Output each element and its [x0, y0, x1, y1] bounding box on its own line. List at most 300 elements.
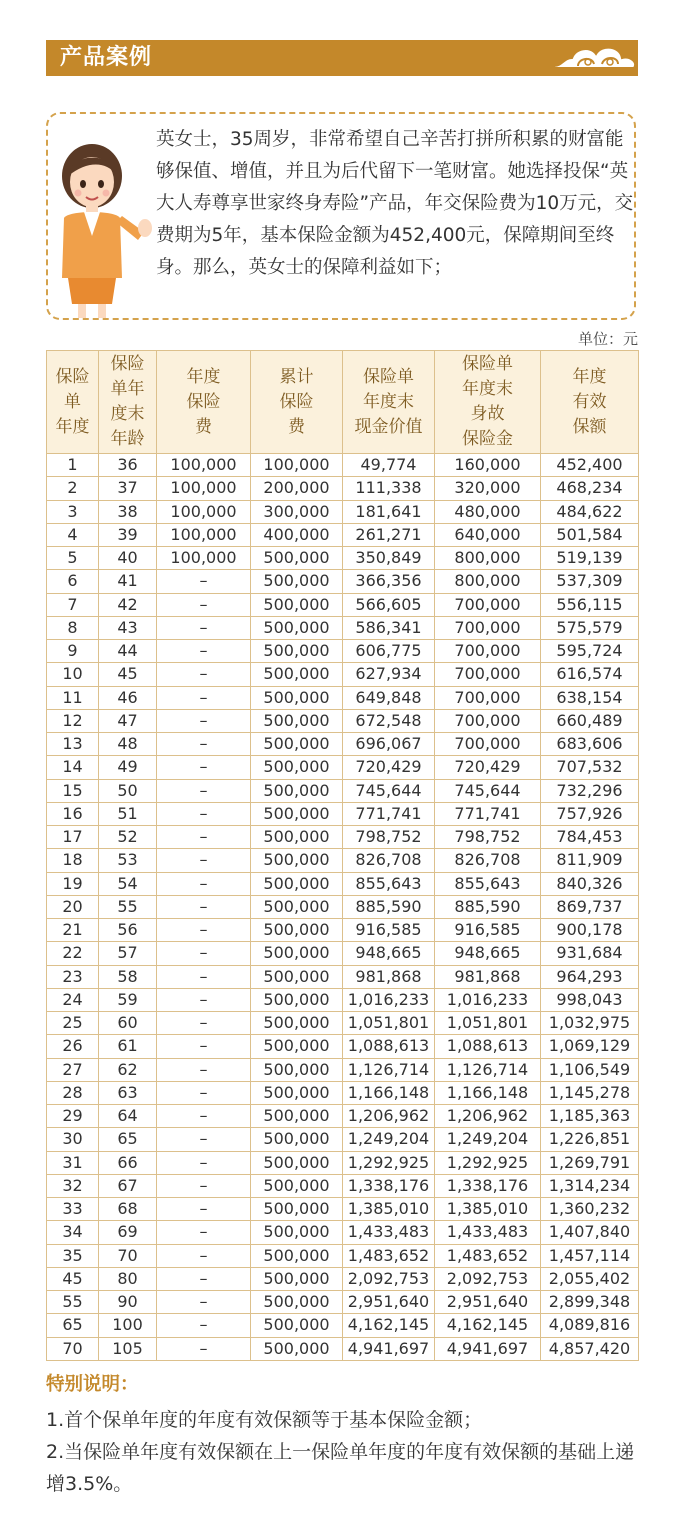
table-cell: 595,724 — [541, 640, 639, 663]
table-cell: 2,951,640 — [343, 1291, 435, 1314]
table-cell: 26 — [47, 1035, 99, 1058]
table-cell: 627,934 — [343, 663, 435, 686]
column-header-line: 单 — [64, 391, 81, 412]
table-cell: – — [157, 849, 251, 872]
table-cell: 7 — [47, 593, 99, 616]
table-cell: 1,360,232 — [541, 1198, 639, 1221]
table-cell: 720,429 — [435, 756, 541, 779]
table-cell: 100,000 — [157, 454, 251, 477]
table-cell: 14 — [47, 756, 99, 779]
table-cell: 757,926 — [541, 802, 639, 825]
table-row — [47, 919, 639, 942]
table-cell: – — [157, 942, 251, 965]
table-cell: 22 — [47, 942, 99, 965]
table-cell: – — [157, 872, 251, 895]
table-cell: 16 — [47, 802, 99, 825]
table-row — [47, 709, 639, 732]
table-cell: 28 — [47, 1081, 99, 1104]
column-header-line: 年度 — [55, 416, 90, 437]
column-header-line: 年度末 — [462, 379, 513, 399]
table-row — [47, 1012, 639, 1035]
column-header-line: 度末 — [110, 404, 145, 424]
benefit-table — [46, 350, 639, 1361]
table-cell: 500,000 — [251, 942, 343, 965]
table-row — [47, 1174, 639, 1197]
table-cell: 683,606 — [541, 733, 639, 756]
table-cell: 41 — [99, 570, 157, 593]
table-cell: 27 — [47, 1058, 99, 1081]
table-cell: 500,000 — [251, 826, 343, 849]
table-cell: 500,000 — [251, 733, 343, 756]
table-cell: 50 — [99, 779, 157, 802]
table-cell: 350,849 — [343, 547, 435, 570]
unit-label: 单位：元 — [577, 330, 638, 348]
table-cell: 1,483,652 — [435, 1244, 541, 1267]
table-cell: 70 — [47, 1337, 99, 1360]
column-header-line: 保险 — [279, 391, 314, 412]
table-cell: – — [157, 1198, 251, 1221]
table-cell: 1,126,714 — [435, 1058, 541, 1081]
table-cell: 1,433,483 — [435, 1221, 541, 1244]
table-cell: 586,341 — [343, 616, 435, 639]
table-cell: 90 — [99, 1291, 157, 1314]
table-cell: 500,000 — [251, 919, 343, 942]
table-cell: 38 — [99, 500, 157, 523]
table-cell: 800,000 — [435, 547, 541, 570]
table-cell: 6 — [47, 570, 99, 593]
table-row — [47, 616, 639, 639]
table-cell: 500,000 — [251, 663, 343, 686]
table-cell: 606,775 — [343, 640, 435, 663]
table-row — [47, 523, 639, 546]
note-item: 1.首个保单年度的年度有效保额等于基本保险金额； — [46, 1409, 483, 1431]
table-cell: 5 — [47, 547, 99, 570]
table-cell: 54 — [99, 872, 157, 895]
column-header-line: 费 — [288, 416, 305, 437]
column-header-line: 保险金 — [462, 429, 513, 449]
table-cell: 60 — [99, 1012, 157, 1035]
table-row — [47, 570, 639, 593]
table-row — [47, 593, 639, 616]
table-cell: 931,684 — [541, 942, 639, 965]
table-cell: 660,489 — [541, 709, 639, 732]
column-header-line: 年龄 — [110, 429, 145, 449]
table-cell: – — [157, 1337, 251, 1360]
table-cell: 826,708 — [435, 849, 541, 872]
table-cell: 500,000 — [251, 1058, 343, 1081]
table-cell: 800,000 — [435, 570, 541, 593]
table-cell: 105 — [99, 1337, 157, 1360]
table-cell: 640,000 — [435, 523, 541, 546]
section-title: 产品案例 — [60, 45, 153, 70]
table-cell: 261,271 — [343, 523, 435, 546]
table-cell: 2 — [47, 477, 99, 500]
table-row — [47, 802, 639, 825]
table-cell: 500,000 — [251, 1174, 343, 1197]
table-cell: 2,092,753 — [343, 1267, 435, 1290]
table-cell: 1,338,176 — [435, 1174, 541, 1197]
table-cell: 500,000 — [251, 1198, 343, 1221]
table-row — [47, 1081, 639, 1104]
table-row — [47, 1058, 639, 1081]
column-header-line: 身故 — [470, 404, 505, 424]
table-cell: – — [157, 988, 251, 1011]
table-cell: 36 — [99, 454, 157, 477]
table-cell: 47 — [99, 709, 157, 732]
table-cell: 1,483,652 — [343, 1244, 435, 1267]
table-cell: 1 — [47, 454, 99, 477]
table-cell: 1,457,114 — [541, 1244, 639, 1267]
table-cell: 500,000 — [251, 640, 343, 663]
column-header — [157, 351, 251, 454]
table-cell: 1,069,129 — [541, 1035, 639, 1058]
table-row — [47, 663, 639, 686]
table-row — [47, 1267, 639, 1290]
table-cell: – — [157, 1081, 251, 1104]
table-cell: 57 — [99, 942, 157, 965]
table-cell: 2,951,640 — [435, 1291, 541, 1314]
table-cell: 111,338 — [343, 477, 435, 500]
table-cell: 66 — [99, 1151, 157, 1174]
table-row — [47, 1314, 639, 1337]
table-cell: 1,145,278 — [541, 1081, 639, 1104]
table-cell: 100,000 — [157, 477, 251, 500]
table-cell: 100,000 — [157, 500, 251, 523]
table-cell: 31 — [47, 1151, 99, 1174]
table-cell: 52 — [99, 826, 157, 849]
table-row — [47, 1128, 639, 1151]
table-cell: 616,574 — [541, 663, 639, 686]
table-cell: 4 — [47, 523, 99, 546]
table-cell: 1,206,962 — [435, 1105, 541, 1128]
table-cell: 500,000 — [251, 1035, 343, 1058]
table-cell: 1,051,801 — [435, 1012, 541, 1035]
table-cell: 4,162,145 — [435, 1314, 541, 1337]
table-row — [47, 895, 639, 918]
table-cell: 45 — [47, 1267, 99, 1290]
table-cell: – — [157, 1314, 251, 1337]
table-row — [47, 1221, 639, 1244]
table-cell: 1,126,714 — [343, 1058, 435, 1081]
table-cell: 500,000 — [251, 593, 343, 616]
table-cell: – — [157, 965, 251, 988]
table-cell: 1,016,233 — [435, 988, 541, 1011]
table-cell: 500,000 — [251, 849, 343, 872]
table-cell: 500,000 — [251, 616, 343, 639]
table-cell: 500,000 — [251, 988, 343, 1011]
table-row — [47, 547, 639, 570]
table-cell: 55 — [47, 1291, 99, 1314]
table-cell: 696,067 — [343, 733, 435, 756]
column-header-line: 单年 — [110, 379, 145, 399]
table-cell: – — [157, 802, 251, 825]
table-cell: 500,000 — [251, 1337, 343, 1360]
table-cell: 500,000 — [251, 802, 343, 825]
table-body — [47, 454, 639, 1361]
table-cell: 500,000 — [251, 1314, 343, 1337]
table-cell: 798,752 — [435, 826, 541, 849]
table-cell: 181,641 — [343, 500, 435, 523]
table-cell: 501,584 — [541, 523, 639, 546]
table-cell: 1,269,791 — [541, 1151, 639, 1174]
table-cell: – — [157, 1151, 251, 1174]
table-row — [47, 756, 639, 779]
table-cell: 500,000 — [251, 1291, 343, 1314]
column-header-line: 保险 — [186, 391, 221, 412]
table-cell: 1,314,234 — [541, 1174, 639, 1197]
table-cell: 745,644 — [435, 779, 541, 802]
table-cell: 100,000 — [251, 454, 343, 477]
table-cell: 638,154 — [541, 686, 639, 709]
table-cell: 981,868 — [435, 965, 541, 988]
table-cell: 42 — [99, 593, 157, 616]
table-cell: 33 — [47, 1198, 99, 1221]
table-cell: 400,000 — [251, 523, 343, 546]
table-cell: – — [157, 570, 251, 593]
table-cell: 964,293 — [541, 965, 639, 988]
table-cell: 9 — [47, 640, 99, 663]
table-cell: 1,032,975 — [541, 1012, 639, 1035]
table-cell: 366,356 — [343, 570, 435, 593]
table-cell: 1,106,549 — [541, 1058, 639, 1081]
table-cell: 1,433,483 — [343, 1221, 435, 1244]
table-row — [47, 454, 639, 477]
table-cell: 500,000 — [251, 686, 343, 709]
table-cell: – — [157, 1221, 251, 1244]
table-cell: 300,000 — [251, 500, 343, 523]
table-cell: 34 — [47, 1221, 99, 1244]
table-cell: 500,000 — [251, 547, 343, 570]
table-cell: 900,178 — [541, 919, 639, 942]
table-cell: 48 — [99, 733, 157, 756]
table-cell: 59 — [99, 988, 157, 1011]
table-cell: – — [157, 919, 251, 942]
column-header-line: 保额 — [572, 416, 607, 437]
table-cell: 500,000 — [251, 1081, 343, 1104]
table-cell: 37 — [99, 477, 157, 500]
cloud-ornament-icon — [548, 36, 640, 80]
column-header — [251, 351, 343, 454]
table-cell: 500,000 — [251, 756, 343, 779]
table-cell: 64 — [99, 1105, 157, 1128]
table-cell: 500,000 — [251, 872, 343, 895]
table-cell: 1,088,613 — [343, 1035, 435, 1058]
column-header — [541, 351, 639, 454]
table-cell: – — [157, 640, 251, 663]
column-header-line: 年度 — [186, 366, 221, 387]
table-cell: 452,400 — [541, 454, 639, 477]
table-cell: – — [157, 616, 251, 639]
table-cell: 160,000 — [435, 454, 541, 477]
column-header — [47, 351, 99, 454]
table-cell: 65 — [99, 1128, 157, 1151]
table-cell: 732,296 — [541, 779, 639, 802]
table-cell: 63 — [99, 1081, 157, 1104]
table-cell: – — [157, 1035, 251, 1058]
table-cell: 55 — [99, 895, 157, 918]
table-cell: 56 — [99, 919, 157, 942]
table-cell: 1,166,148 — [343, 1081, 435, 1104]
table-row — [47, 733, 639, 756]
table-cell: 4,941,697 — [343, 1337, 435, 1360]
table-cell: 885,590 — [343, 895, 435, 918]
table-cell: 500,000 — [251, 965, 343, 988]
table-cell: 1,385,010 — [435, 1198, 541, 1221]
column-header — [343, 351, 435, 454]
table-row — [47, 1035, 639, 1058]
table-cell: 68 — [99, 1198, 157, 1221]
table-cell: 2,092,753 — [435, 1267, 541, 1290]
table-cell: 575,579 — [541, 616, 639, 639]
table-cell: 23 — [47, 965, 99, 988]
column-header — [99, 351, 157, 454]
table-cell: 519,139 — [541, 547, 639, 570]
table-row — [47, 849, 639, 872]
table-cell: 500,000 — [251, 1151, 343, 1174]
table-cell: – — [157, 686, 251, 709]
table-cell: 10 — [47, 663, 99, 686]
table-row — [47, 942, 639, 965]
table-cell: 700,000 — [435, 593, 541, 616]
table-cell: – — [157, 1128, 251, 1151]
table-row — [47, 826, 639, 849]
table-cell: 500,000 — [251, 1012, 343, 1035]
table-row — [47, 1337, 639, 1360]
table-cell: 500,000 — [251, 779, 343, 802]
table-cell: 981,868 — [343, 965, 435, 988]
table-cell: 61 — [99, 1035, 157, 1058]
table-row — [47, 1244, 639, 1267]
table-cell: 3 — [47, 500, 99, 523]
table-cell: 500,000 — [251, 1128, 343, 1151]
table-cell: – — [157, 1244, 251, 1267]
column-header — [435, 351, 541, 454]
table-cell: 11 — [47, 686, 99, 709]
table-cell: 700,000 — [435, 733, 541, 756]
column-header-line: 累计 — [279, 366, 314, 387]
table-cell: 100,000 — [157, 547, 251, 570]
table-cell: 500,000 — [251, 895, 343, 918]
table-cell: 500,000 — [251, 1267, 343, 1290]
table-cell: 948,665 — [343, 942, 435, 965]
table-cell: 707,532 — [541, 756, 639, 779]
table-cell: 70 — [99, 1244, 157, 1267]
table-cell: 500,000 — [251, 1221, 343, 1244]
table-cell: 672,548 — [343, 709, 435, 732]
table-cell: 885,590 — [435, 895, 541, 918]
businesswoman-icon — [52, 136, 156, 320]
table-cell: 700,000 — [435, 686, 541, 709]
table-cell: – — [157, 1291, 251, 1314]
table-cell: 1,249,204 — [435, 1128, 541, 1151]
table-row — [47, 1291, 639, 1314]
table-row — [47, 686, 639, 709]
table-cell: 720,429 — [343, 756, 435, 779]
table-cell: 67 — [99, 1174, 157, 1197]
table-cell: 771,741 — [435, 802, 541, 825]
table-cell: 771,741 — [343, 802, 435, 825]
table-cell: 4,089,816 — [541, 1314, 639, 1337]
table-cell: – — [157, 1174, 251, 1197]
table-cell: 1,016,233 — [343, 988, 435, 1011]
table-cell: 1,206,962 — [343, 1105, 435, 1128]
table-cell: 649,848 — [343, 686, 435, 709]
column-header-line: 保险单 — [363, 366, 414, 387]
table-cell: 15 — [47, 779, 99, 802]
table-cell: 44 — [99, 640, 157, 663]
table-cell: 17 — [47, 826, 99, 849]
table-cell: – — [157, 779, 251, 802]
table-cell: 1,249,204 — [343, 1128, 435, 1151]
table-cell: 45 — [99, 663, 157, 686]
table-cell: 1,088,613 — [435, 1035, 541, 1058]
column-header-line: 年度末 — [363, 391, 414, 412]
table-row — [47, 1198, 639, 1221]
table-cell: 500,000 — [251, 1244, 343, 1267]
table-header-row — [47, 351, 639, 454]
note-item: 2.当保险单年度有效保额在上一保险单年度的年度有效保额的基础上递增3.5%。 — [46, 1441, 635, 1495]
table-cell: 916,585 — [343, 919, 435, 942]
table-cell: 19 — [47, 872, 99, 895]
table-cell: 320,000 — [435, 477, 541, 500]
table-cell: 1,292,925 — [435, 1151, 541, 1174]
table-row — [47, 477, 639, 500]
table-row — [47, 965, 639, 988]
table-cell: – — [157, 756, 251, 779]
table-cell: 21 — [47, 919, 99, 942]
table-cell: – — [157, 709, 251, 732]
table-cell: 745,644 — [343, 779, 435, 802]
table-cell: 32 — [47, 1174, 99, 1197]
table-cell: 700,000 — [435, 640, 541, 663]
table-cell: 100 — [99, 1314, 157, 1337]
table-cell: 468,234 — [541, 477, 639, 500]
table-cell: 1,338,176 — [343, 1174, 435, 1197]
column-header-line: 费 — [195, 416, 212, 437]
column-header-line: 有效 — [572, 391, 607, 412]
column-header-line: 保险单 — [462, 354, 513, 374]
table-cell: 4,162,145 — [343, 1314, 435, 1337]
table-cell: – — [157, 1058, 251, 1081]
table-cell: 798,752 — [343, 826, 435, 849]
table-cell: 1,292,925 — [343, 1151, 435, 1174]
table-cell: 998,043 — [541, 988, 639, 1011]
table-cell: 200,000 — [251, 477, 343, 500]
table-cell: 1,051,801 — [343, 1012, 435, 1035]
table-cell: 30 — [47, 1128, 99, 1151]
table-cell: 700,000 — [435, 616, 541, 639]
table-cell: 566,605 — [343, 593, 435, 616]
table-cell: 100,000 — [157, 523, 251, 546]
table-cell: 700,000 — [435, 709, 541, 732]
table-cell: – — [157, 733, 251, 756]
table-cell: 500,000 — [251, 709, 343, 732]
table-row — [47, 500, 639, 523]
table-cell: 20 — [47, 895, 99, 918]
table-cell: 39 — [99, 523, 157, 546]
table-cell: – — [157, 1105, 251, 1128]
table-cell: – — [157, 1012, 251, 1035]
table-cell: 12 — [47, 709, 99, 732]
table-cell: 35 — [47, 1244, 99, 1267]
table-cell: 62 — [99, 1058, 157, 1081]
table-cell: 826,708 — [343, 849, 435, 872]
table-cell: 784,453 — [541, 826, 639, 849]
table-cell: 855,643 — [343, 872, 435, 895]
table-cell: 500,000 — [251, 1105, 343, 1128]
table-cell: 4,857,420 — [541, 1337, 639, 1360]
table-cell: 80 — [99, 1267, 157, 1290]
